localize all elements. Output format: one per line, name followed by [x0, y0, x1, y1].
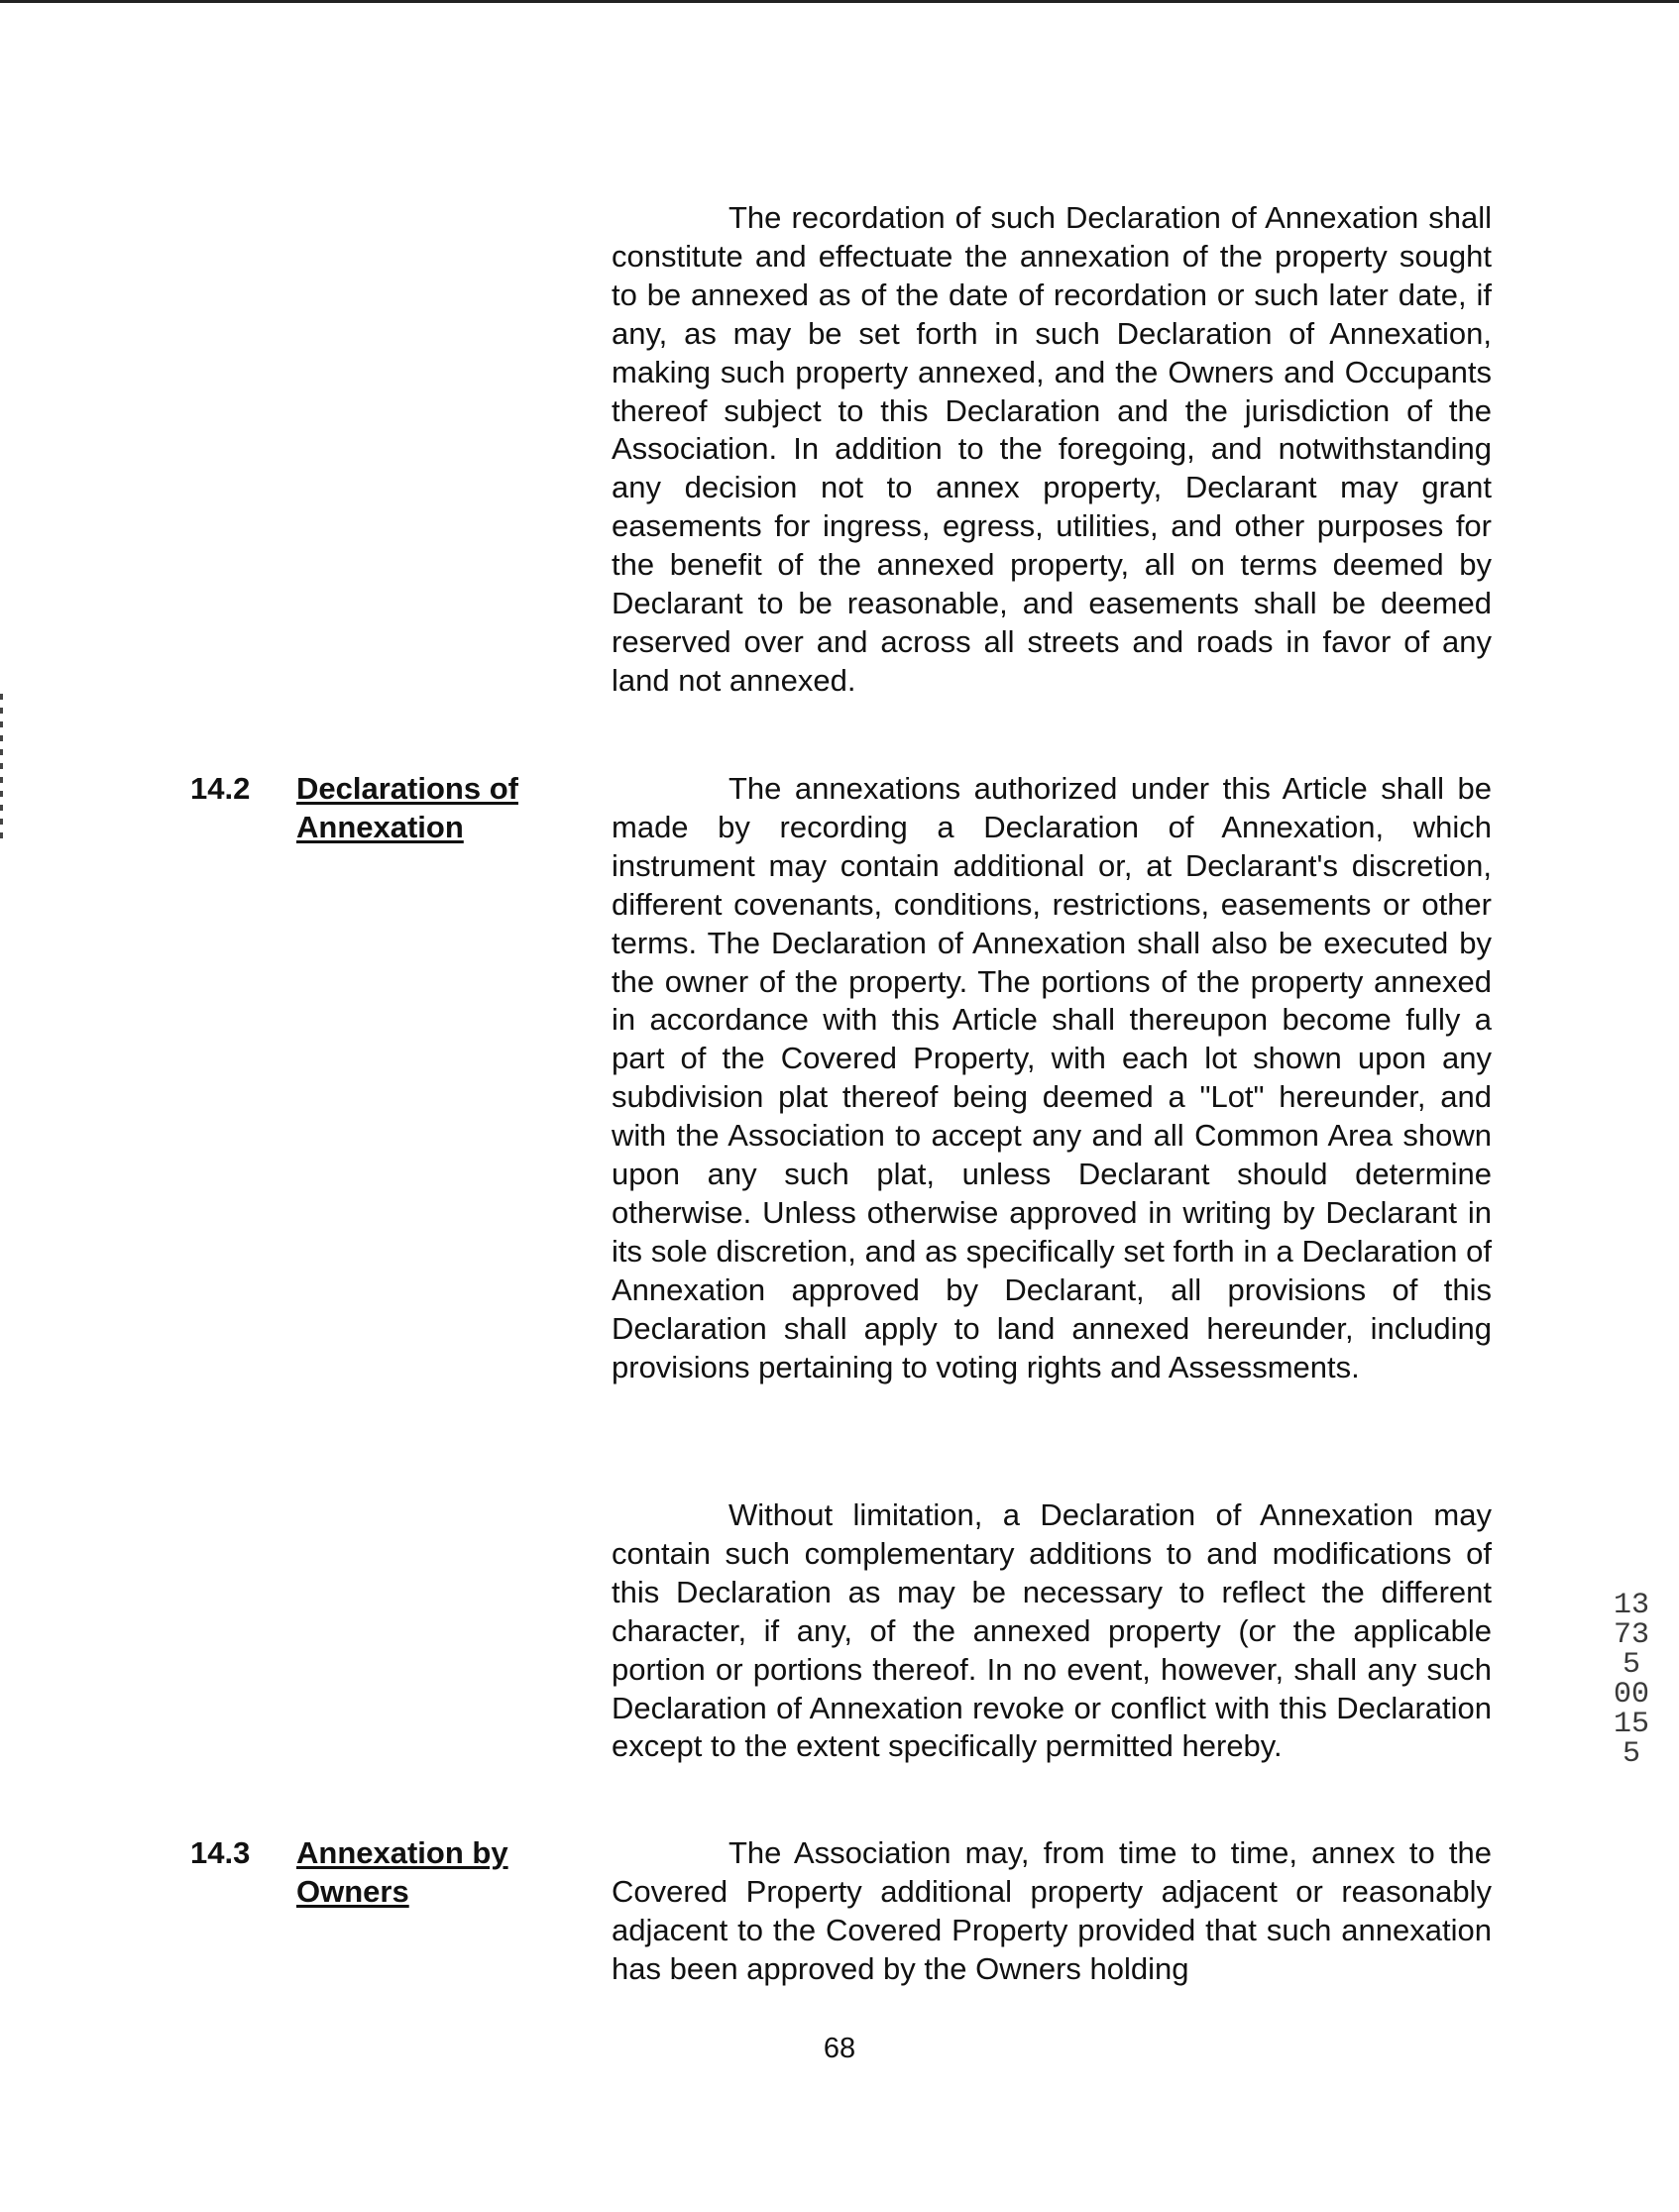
- paragraph-annexation-by-owners: The Association may, from time to time, annex to the Covered Property additional property adjacent or reasonably adjacent to the Covered Property provided that such annexation has been approved by the Owners holding: [612, 1835, 1492, 1986]
- section-title-14-3: [296, 1834, 554, 1912]
- section-number-14-3: 14.3: [190, 1835, 251, 1870]
- section-number-14-2: 14.2: [190, 771, 251, 806]
- section-title-14-3-line1: Annexation by: [296, 1835, 508, 1870]
- paragraph-recordation: The recordation of such Declaration of Annexation shall constitute and effectuate the annexation of the property sought to be annexed as of the date of recordation or such later date, if any, as may be set forth in such Declaration of Annexation, making such property annexed, and the Owners and Occupants thereof subject to this Declaration and the jurisdiction of the Association. In addition to the foregoing, and notwithstanding any decision not to annex property, Declarant may grant easements for ingress, egress, utilities, and other purposes for the benefit of the annexed property, all on terms deemed by Declarant to be reasonable, and easements shall be deemed reserved over and across all streets and roads in favor of any land not annexed.: [612, 200, 1492, 698]
- section-title-14-3-line2: Owners: [296, 1873, 409, 1909]
- section-title-14-2-line1: Declarations of: [296, 771, 518, 806]
- section-title-14-2-line2: Annexation: [296, 809, 464, 844]
- scan-edge-marks: [0, 694, 3, 842]
- paragraph-without-limitation: Without limitation, a Declaration of Annexation may contain such complementary additions to and modifications of this Declaration as may be necessary to reflect the different character, if any, of the annexed property (or the applicable portion or portions thereof. In no event, however, shall any such Declaration of Annexation revoke or conflict with this Declaration except to the extent specifically permitted hereby.: [612, 1497, 1492, 1764]
- top-border-line: [0, 0, 1679, 3]
- recording-stamp: 13735 00155: [1613, 1589, 1649, 1771]
- paragraph-declarations-of-annexation: The annexations authorized under this Article shall be made by recording a Declaration of Annexation, which instrument may contain additional or, at Declarant's discretion, different covenants, conditions, restrictions, easements or other terms. The Declaration of Annexation shall also be executed by the owner of the property. The portions of the property annexed in accordance with this Article shall thereupon become fully a part of the Covered Property, with each lot shown upon any subdivision plat thereof being deemed a "Lot" hereunder, and with the Association to accept any and all Common Area shown upon any such plat, unless Declarant should determine otherwise. Unless otherwise approved in writing by Declarant in its sole discretion, and as specifically set forth in a Declaration of Annexation approved by Declarant, all provisions of this Declaration shall apply to land annexed hereunder, including provisions pertaining to voting rights and Assessments.: [612, 771, 1492, 1384]
- section-title-14-2: [296, 770, 554, 847]
- page-number: 68: [823, 2033, 856, 2064]
